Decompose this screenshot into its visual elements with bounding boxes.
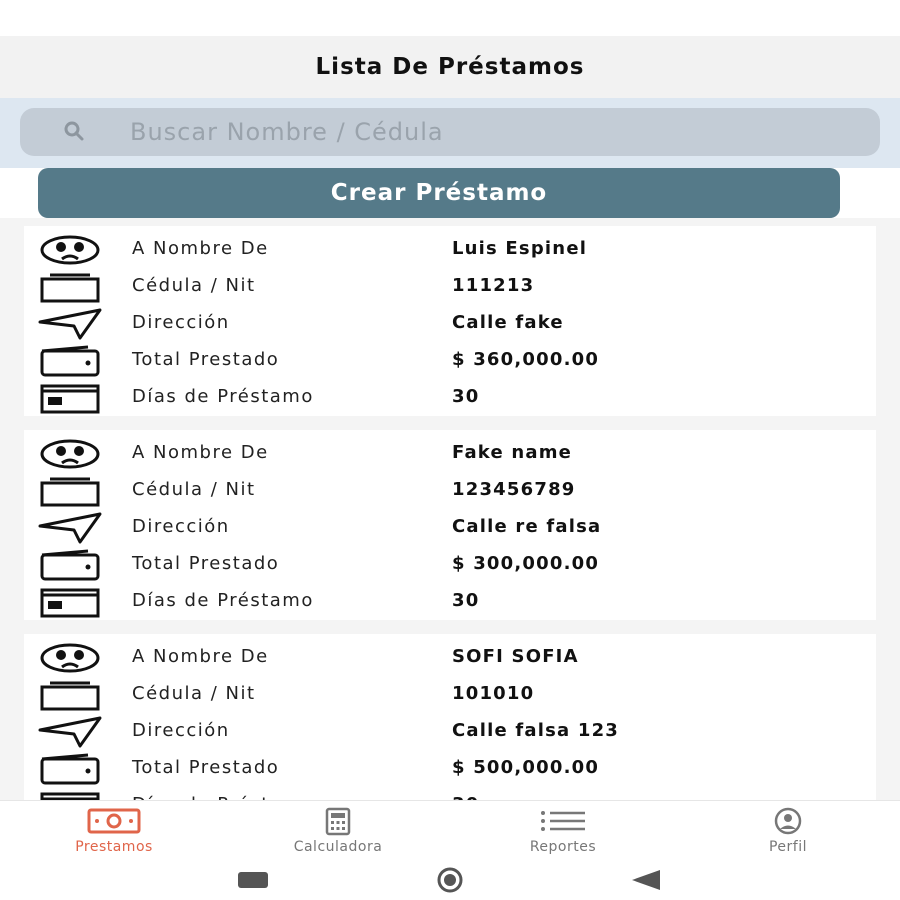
value-id: 111213 [452, 275, 535, 296]
value-total: $ 300,000.00 [452, 553, 600, 574]
search-placeholder: Buscar Nombre / Cédula [130, 118, 444, 146]
wallet-icon [36, 549, 104, 581]
label-total: Total Prestado [132, 757, 280, 778]
list-icon [535, 807, 591, 835]
system-navigation [0, 862, 900, 900]
id-card-icon [36, 679, 104, 711]
search-section [0, 98, 900, 168]
value-address: Calle falsa 123 [452, 720, 620, 741]
label-name: A Nombre De [132, 238, 269, 259]
label-total: Total Prestado [132, 553, 280, 574]
nav-label: Perfil [768, 839, 808, 855]
nav-calculadora[interactable] [248, 801, 428, 863]
label-days: Días de Préstamo [132, 386, 314, 407]
create-loan-button[interactable]: Crear Préstamo [38, 168, 840, 218]
row-id [24, 677, 876, 713]
row-days [24, 380, 876, 416]
label-days: Días de Préstamo [132, 590, 314, 611]
value-address: Calle fake [452, 312, 564, 333]
wallet-icon [36, 345, 104, 377]
value-days: 30 [452, 590, 480, 611]
value-address: Calle re falsa [452, 516, 602, 537]
label-name: A Nombre De [132, 442, 269, 463]
nav-perfil[interactable] [698, 801, 878, 863]
bottom-navigation [0, 800, 900, 863]
search-icon [60, 117, 90, 147]
sad-face-icon [36, 438, 104, 470]
value-name: Fake name [452, 442, 573, 463]
loan-card[interactable] [24, 430, 876, 620]
row-name [24, 232, 876, 268]
row-total [24, 547, 876, 583]
label-id: Cédula / Nit [132, 683, 256, 704]
sad-face-icon [36, 642, 104, 674]
loan-card[interactable] [24, 226, 876, 416]
calculator-icon [310, 807, 366, 835]
value-total: $ 360,000.00 [452, 349, 600, 370]
wallet-icon [36, 753, 104, 785]
value-total: $ 500,000.00 [452, 757, 600, 778]
nav-label: Calculadora [293, 839, 383, 855]
row-days [24, 584, 876, 620]
profile-icon [760, 807, 816, 835]
recent-apps-icon[interactable] [236, 866, 272, 894]
label-id: Cédula / Nit [132, 479, 256, 500]
page-title: Lista De Préstamos [315, 54, 585, 80]
value-days: 30 [452, 386, 480, 407]
row-id [24, 473, 876, 509]
row-name [24, 640, 876, 676]
label-address: Dirección [132, 312, 230, 333]
label-id: Cédula / Nit [132, 275, 256, 296]
money-icon [86, 807, 142, 835]
row-name [24, 436, 876, 472]
id-card-icon [36, 271, 104, 303]
value-id: 123456789 [452, 479, 576, 500]
label-address: Dirección [132, 720, 230, 741]
row-id [24, 269, 876, 305]
loan-list[interactable] [0, 218, 900, 800]
id-card-icon [36, 475, 104, 507]
label-name: A Nombre De [132, 646, 269, 667]
row-address [24, 510, 876, 546]
nav-label: Reportes [529, 839, 597, 855]
nav-reportes[interactable] [473, 801, 653, 863]
navigation-arrow-icon [36, 512, 104, 544]
row-address [24, 714, 876, 750]
loan-card[interactable] [24, 634, 876, 824]
home-icon[interactable] [428, 866, 472, 894]
nav-label: Prestamos [75, 839, 153, 855]
value-id: 101010 [452, 683, 535, 704]
value-name: Luis Espinel [452, 238, 588, 259]
navigation-arrow-icon [36, 308, 104, 340]
row-total [24, 343, 876, 379]
label-address: Dirección [132, 516, 230, 537]
calendar-icon [36, 586, 104, 618]
label-total: Total Prestado [132, 349, 280, 370]
sad-face-icon [36, 234, 104, 266]
app-bar [0, 36, 900, 98]
row-address [24, 306, 876, 342]
row-total [24, 751, 876, 787]
nav-prestamos[interactable] [24, 801, 204, 863]
search-input[interactable] [20, 108, 880, 156]
back-icon[interactable] [626, 866, 666, 894]
navigation-arrow-icon [36, 716, 104, 748]
calendar-icon [36, 382, 104, 414]
value-name: SOFI SOFIA [452, 646, 579, 667]
